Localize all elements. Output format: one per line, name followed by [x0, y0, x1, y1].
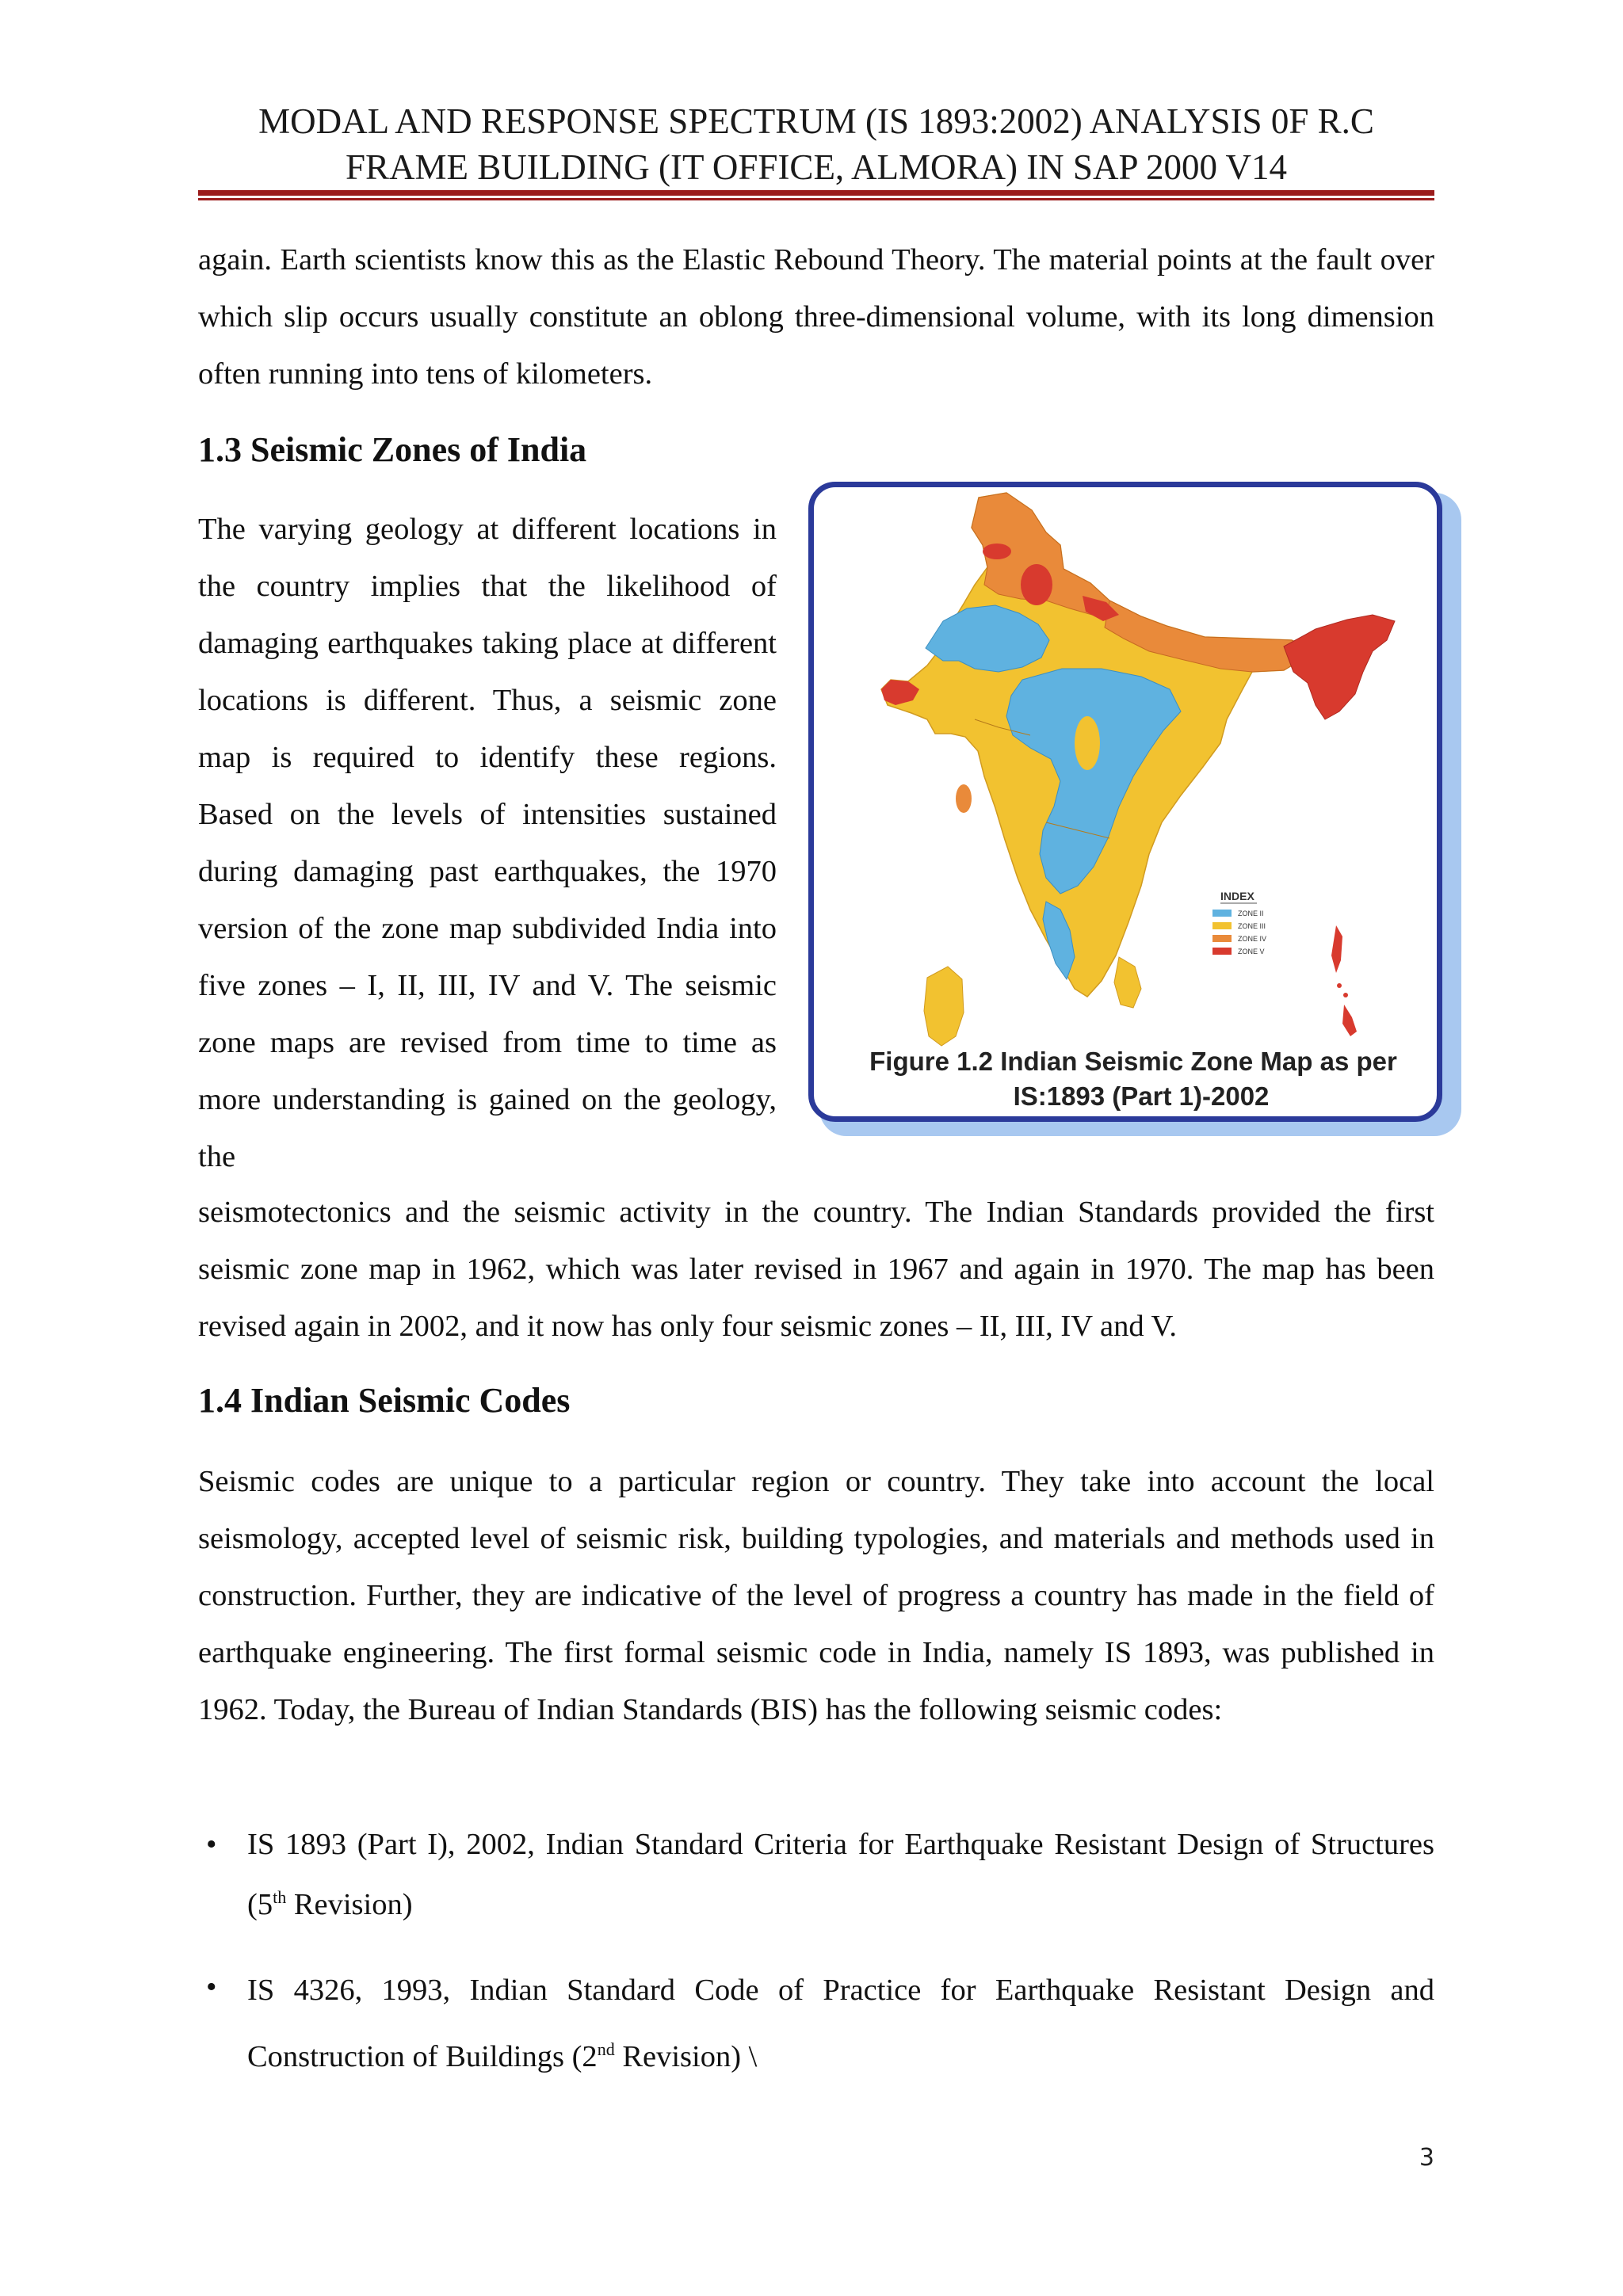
- map-zone-v-kashmir: [983, 543, 1011, 559]
- legend-swatch: [1212, 910, 1232, 917]
- header-line-2: FRAME BUILDING (IT OFFICE, ALMORA) IN SAP 2000 V14: [346, 147, 1287, 187]
- section-heading-seismic-codes: 1.4 Indian Seismic Codes: [198, 1381, 571, 1420]
- page-number: 3: [1419, 2144, 1434, 2172]
- list-item-is-1893: [198, 1814, 1434, 1941]
- running-header: [198, 98, 1434, 190]
- india-seismic-map: [808, 482, 1442, 1052]
- legend-label: ZONE V: [1238, 948, 1265, 955]
- legend-index-title: INDEX: [1220, 890, 1254, 902]
- map-nicobar-islands: [1342, 1005, 1357, 1036]
- legend-swatch: [1212, 948, 1232, 955]
- legend: [1212, 910, 1266, 955]
- map-andaman-islands: [1331, 925, 1342, 973]
- bullet-icon: •: [206, 1828, 217, 1861]
- bullet-1-text: IS 1893 (Part I), 2002, Indian Standard Criteria for Earthquake Resistant Design of Structures (5: [247, 1828, 1434, 1921]
- legend-swatch: [1212, 935, 1232, 942]
- figure-caption: [824, 1044, 1442, 1114]
- figure-caption-line-1: Figure 1.2 Indian Seismic Zone Map as per: [869, 1047, 1397, 1076]
- map-zone-iv-koyna: [956, 784, 972, 813]
- legend-swatch: [1212, 922, 1232, 929]
- bullet-2-superscript: nd: [597, 2039, 615, 2060]
- legend-label: ZONE III: [1238, 922, 1266, 930]
- section-heading-seismic-zones: 1.3 Seismic Zones of India: [198, 430, 587, 469]
- legend-label: ZONE IV: [1238, 935, 1267, 943]
- map-lakshadweep: [924, 967, 964, 1046]
- bullet-2-text: IS 4326, 1993, Indian Standard Code of Practice for Earthquake Resistant Design and Construction of Buildings (2: [247, 1974, 1434, 2073]
- seismic-codes-paragraph: Seismic codes are unique to a particular region or country. They take into account the local seismology, accepted level of seismic risk, building typologies, and materials and methods used in construction. Further, they are indicative of the level of progress a country has made in the field of earthquake engineering. The first formal seismic code in India, namely IS 1893, was published in 1962. Today, the Bureau of Indian Standards (BIS) has the following seismic codes:: [198, 1465, 1434, 1726]
- intro-paragraph: again. Earth scientists know this as the Elastic Rebound Theory. The material points at the fault over which slip occurs usually constitute an oblong three-dimensional volume, with its long dimension often running into tens of kilometers.: [198, 243, 1434, 391]
- bullet-1-superscript: th: [273, 1887, 287, 1908]
- figure-caption-line-2: IS:1893 (Part 1)-2002: [1013, 1081, 1270, 1111]
- seismic-zones-paragraph: The varying geology at different locations in the country implies that the likelihood of damaging earthquakes taking place at different locations is different. Thus, a seismic zone map is required to identify these regions. Based on the levels of intensities sustained during damaging past earthquakes, the 1970 version of the zone map subdivided India into five zones – I, II, III, IV and V. The seismic zone maps are revised from time to time as more understanding is gained on the geology, the: [198, 513, 777, 1173]
- map-sri-lanka: [1114, 957, 1141, 1008]
- bullet-2-text-end: Revision) \: [614, 2040, 758, 2073]
- list-item-is-4326: [198, 1957, 1434, 2092]
- map-zone-v-northeast: [1284, 615, 1395, 719]
- seismic-zone-map-figure: [808, 482, 1465, 1141]
- bullet-icon: •: [206, 1970, 217, 2004]
- bullet-1-text-end: Revision): [286, 1888, 413, 1921]
- header-rule: [198, 190, 1434, 201]
- seismic-zones-paragraph-continued: seismotectonics and the seismic activity in the country. The Indian Standards provided the first seismic zone map in 1962, which was later revised in 1967 and again in 1970. The map has been revised again in 2002, and it now has only four seismic zones – II, III, IV and V.: [198, 1196, 1434, 1343]
- map-zone-iii-patch: [1075, 716, 1100, 770]
- header-line-1: MODAL AND RESPONSE SPECTRUM (IS 1893:2002) ANALYSIS 0F R.C: [258, 101, 1374, 141]
- map-zone-v-himachal: [1021, 564, 1052, 605]
- legend-label: ZONE II: [1238, 910, 1264, 917]
